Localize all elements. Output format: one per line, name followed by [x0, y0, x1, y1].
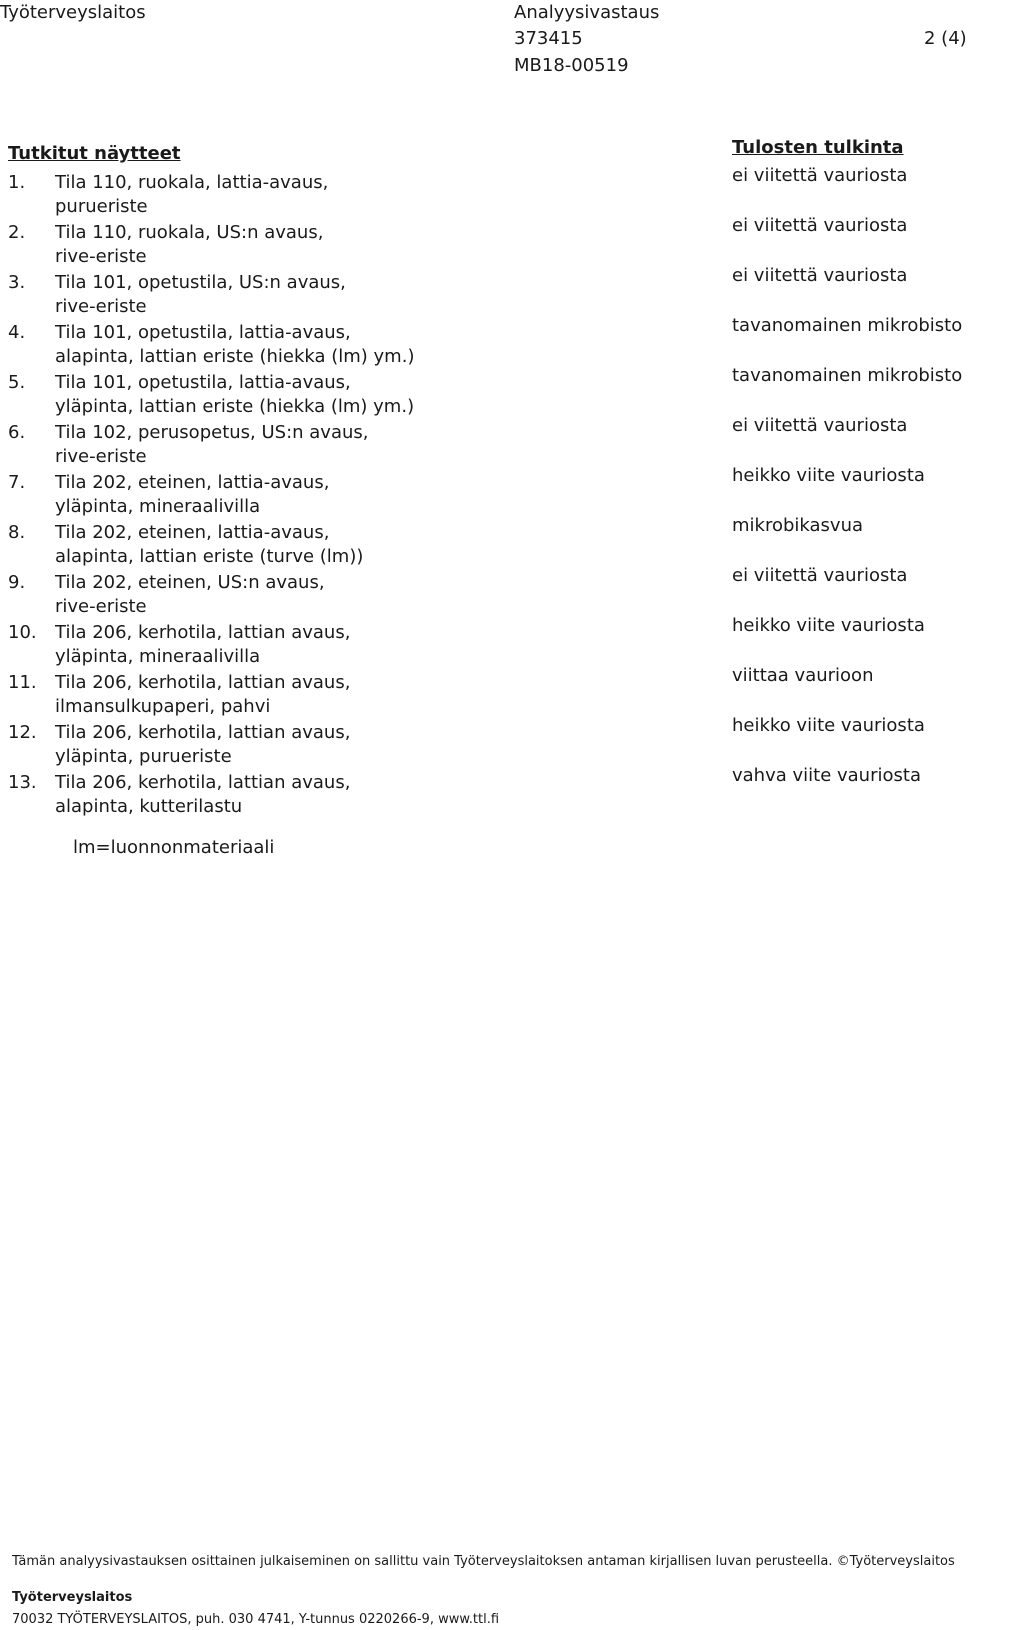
sample-material: purueriste — [55, 196, 148, 217]
sample-description: Tila 101, opetustila, US:n avaus, — [55, 272, 346, 293]
sample-description: Tila 206, kerhotila, lattian avaus, — [55, 622, 351, 643]
result-interpretation: mikrobikasvua — [732, 515, 864, 536]
sample-description: Tila 110, ruokala, US:n avaus, — [55, 222, 324, 243]
sample-description: Tila 101, opetustila, lattia-avaus, — [55, 322, 351, 343]
result-interpretation: viittaa vaurioon — [732, 665, 874, 686]
header-doc-type: Analyysivastaus — [514, 2, 660, 23]
sample-number: 1. — [8, 172, 26, 193]
sample-number: 10. — [8, 622, 37, 643]
sample-material: yläpinta, purueriste — [55, 746, 232, 767]
sample-description: Tila 101, opetustila, lattia-avaus, — [55, 372, 351, 393]
sample-description: Tila 206, kerhotila, lattian avaus, — [55, 772, 351, 793]
sample-material: rive-eriste — [55, 596, 147, 617]
sample-description: Tila 202, eteinen, US:n avaus, — [55, 572, 325, 593]
sample-description: Tila 110, ruokala, lattia-avaus, — [55, 172, 329, 193]
result-interpretation: ei viitettä vauriosta — [732, 215, 908, 236]
sample-description: Tila 206, kerhotila, lattian avaus, — [55, 722, 351, 743]
result-interpretation: vahva viite vauriosta — [732, 765, 921, 786]
result-interpretation: ei viitettä vauriosta — [732, 415, 908, 436]
header-org: Työterveyslaitos — [0, 2, 146, 23]
result-interpretation: ei viitettä vauriosta — [732, 265, 908, 286]
sample-number: 6. — [8, 422, 26, 443]
result-interpretation: ei viitettä vauriosta — [732, 165, 908, 186]
footer-org-name: Työterveyslaitos — [12, 1590, 133, 1605]
header-page-number: 2 (4) — [924, 28, 967, 49]
sample-description: Tila 202, eteinen, lattia-avaus, — [55, 472, 330, 493]
sample-material: alapinta, lattian eriste (turve (lm)) — [55, 546, 364, 567]
result-interpretation: tavanomainen mikrobisto — [732, 315, 963, 336]
results-heading: Tulosten tulkinta — [732, 137, 904, 158]
result-interpretation: heikko viite vauriosta — [732, 615, 925, 636]
sample-description: Tila 202, eteinen, lattia-avaus, — [55, 522, 330, 543]
sample-material: rive-eriste — [55, 246, 147, 267]
result-interpretation: heikko viite vauriosta — [732, 715, 925, 736]
footer-disclaimer: Tämän analyysivastauksen osittainen julkaiseminen on sallittu vain Työterveyslaitoksen antaman kirjallisen luvan perusteella. ©Työterveyslaitos — [12, 1554, 955, 1569]
sample-material: yläpinta, mineraalivilla — [55, 646, 261, 667]
sample-material: yläpinta, mineraalivilla — [55, 496, 261, 517]
sample-material: rive-eriste — [55, 446, 147, 467]
sample-number: 8. — [8, 522, 26, 543]
result-interpretation: ei viitettä vauriosta — [732, 565, 908, 586]
sample-material: alapinta, lattian eriste (hiekka (lm) ym.) — [55, 346, 415, 367]
header-doc-code: MB18-00519 — [514, 55, 629, 76]
result-interpretation: heikko viite vauriosta — [732, 465, 925, 486]
sample-number: 13. — [8, 772, 37, 793]
sample-description: Tila 206, kerhotila, lattian avaus, — [55, 672, 351, 693]
sample-material: alapinta, kutterilastu — [55, 796, 243, 817]
result-interpretation: tavanomainen mikrobisto — [732, 365, 963, 386]
sample-number: 2. — [8, 222, 26, 243]
sample-material: yläpinta, lattian eriste (hiekka (lm) ym.) — [55, 396, 415, 417]
sample-number: 7. — [8, 472, 26, 493]
sample-material: ilmansulkupaperi, pahvi — [55, 696, 271, 717]
sample-number: 11. — [8, 672, 37, 693]
sample-number: 4. — [8, 322, 26, 343]
sample-number: 12. — [8, 722, 37, 743]
sample-material: rive-eriste — [55, 296, 147, 317]
sample-description: Tila 102, perusopetus, US:n avaus, — [55, 422, 369, 443]
sample-number: 3. — [8, 272, 26, 293]
samples-heading: Tutkitut näytteet — [8, 143, 181, 164]
footer-address: 70032 TYÖTERVEYSLAITOS, puh. 030 4741, Y-tunnus 0220266-9, www.ttl.fi — [12, 1612, 500, 1627]
sample-number: 5. — [8, 372, 26, 393]
header-doc-number: 373415 — [514, 28, 583, 49]
sample-number: 9. — [8, 572, 26, 593]
legend-note: lm=luonnonmateriaali — [73, 837, 275, 858]
